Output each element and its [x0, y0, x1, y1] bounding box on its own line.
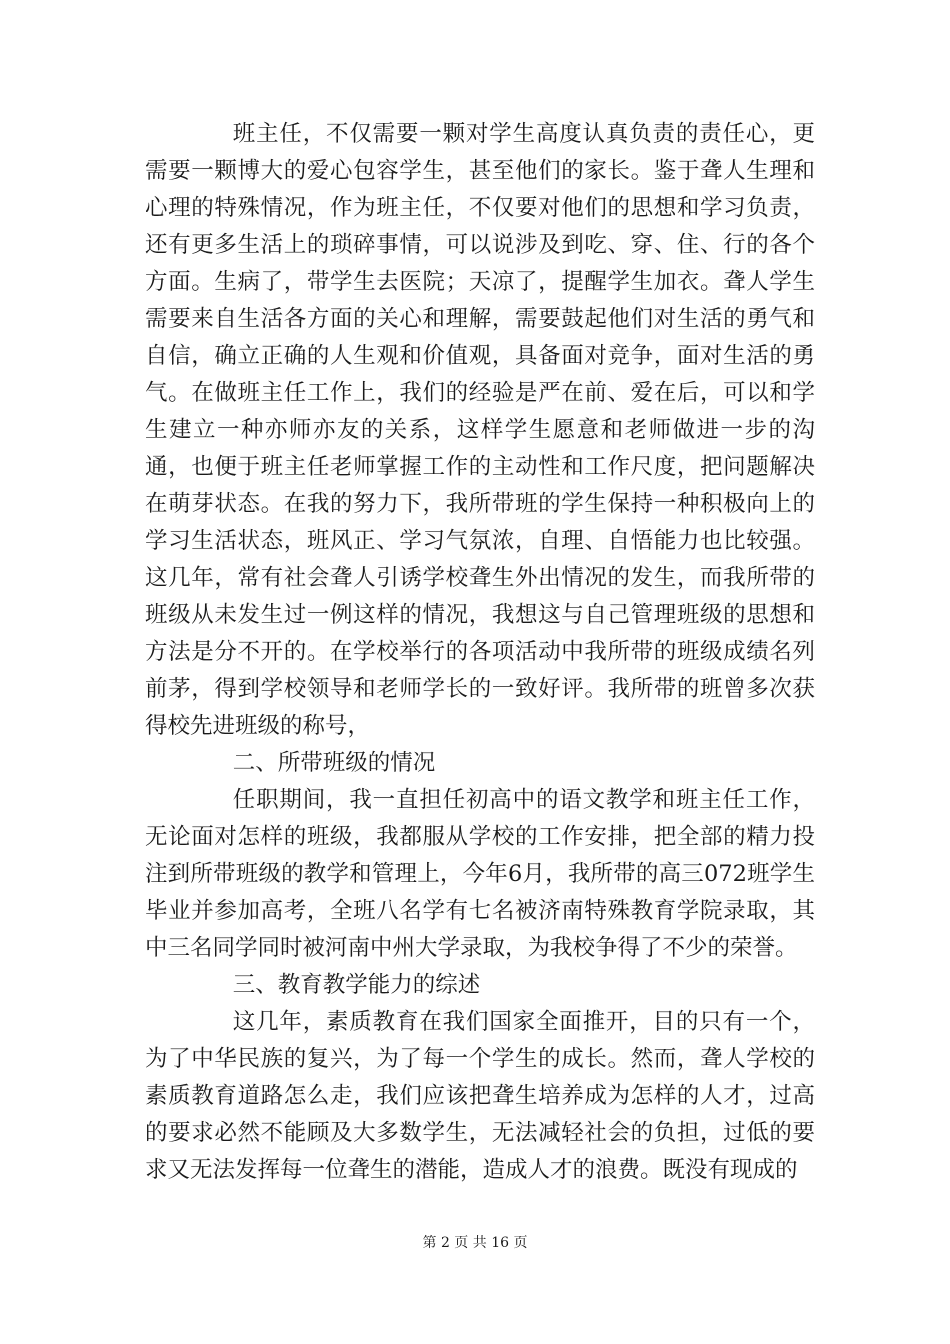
paragraph-tenure: 任职期间，我一直担任初高中的语文教学和班主任工作，无论面对怎样的班级，我都服从学校的工作安排，把全部的精力投注到所带班级的教学和管理上，今年6月，我所带的高三072班学生毕业并参加高考，全班八名学有七名被济南特殊教育学院录取，其中三名同学同时被河南中州大学录取，为我校争得了不少的荣誉。: [145, 787, 815, 961]
section-heading-class-situation: 二、所带班级的情况: [232, 750, 436, 776]
section-heading-teaching-ability: 三、教育教学能力的综述: [232, 972, 481, 998]
paragraph-quality-education: 这几年，素质教育在我们国家全面推开，目的只有一个，为了中华民族的复兴，为了每一个学生的成长。然而，聋人学校的素质教育道路怎么走，我们应该把聋生培养成为怎样的人才，过高的要求必然不能顾及大多数学生，无法减轻社会的负担，过低的要求又无法发挥每一位聋生的潜能，造成人才的浪费。既没有现成的: [145, 1009, 815, 1183]
paragraph-class-teacher-duties: 班主任，不仅需要一颗对学生高度认真负责的责任心，更需要一颗博大的爱心包容学生，甚至他们的家长。鉴于聋人生理和心理的特殊情况，作为班主任，不仅要对他们的思想和学习负责，还有更多生活上的琐碎事情，可以说涉及到吃、穿、住、行的各个方面。生病了，带学生去医院；天凉了，提醒学生加衣。聋人学生需要来自生活各方面的关心和理解，需要鼓起他们对生活的勇气和自信，确立正确的人生观和价值观，具备面对竞争，面对生活的勇气。在做班主任工作上，我们的经验是严在前、爱在后，可以和学生建立一种亦师亦友的关系，这样学生愿意和老师做进一步的沟通，也便于班主任老师掌握工作的主动性和工作尺度，把问题解决在萌芽状态。在我的努力下，我所带班的学生保持一种积极向上的学习生活状态，班风正、学习气氛浓，自理、自悟能力也比较强。这几年，常有社会聋人引诱学校聋生外出情况的发生，而我所带的班级从未发生过一例这样的情况，我想这与自己管理班级的思想和方法是分不开的。在学校举行的各项活动中我所带的班级成绩名列前茅，得到学校领导和老师学长的一致好评。我所带的班曾多次获得校先进班级的称号，: [145, 121, 815, 739]
document-body: [145, 116, 815, 1189]
page-number-footer: 第 2 页 共 16 页: [422, 1235, 528, 1251]
